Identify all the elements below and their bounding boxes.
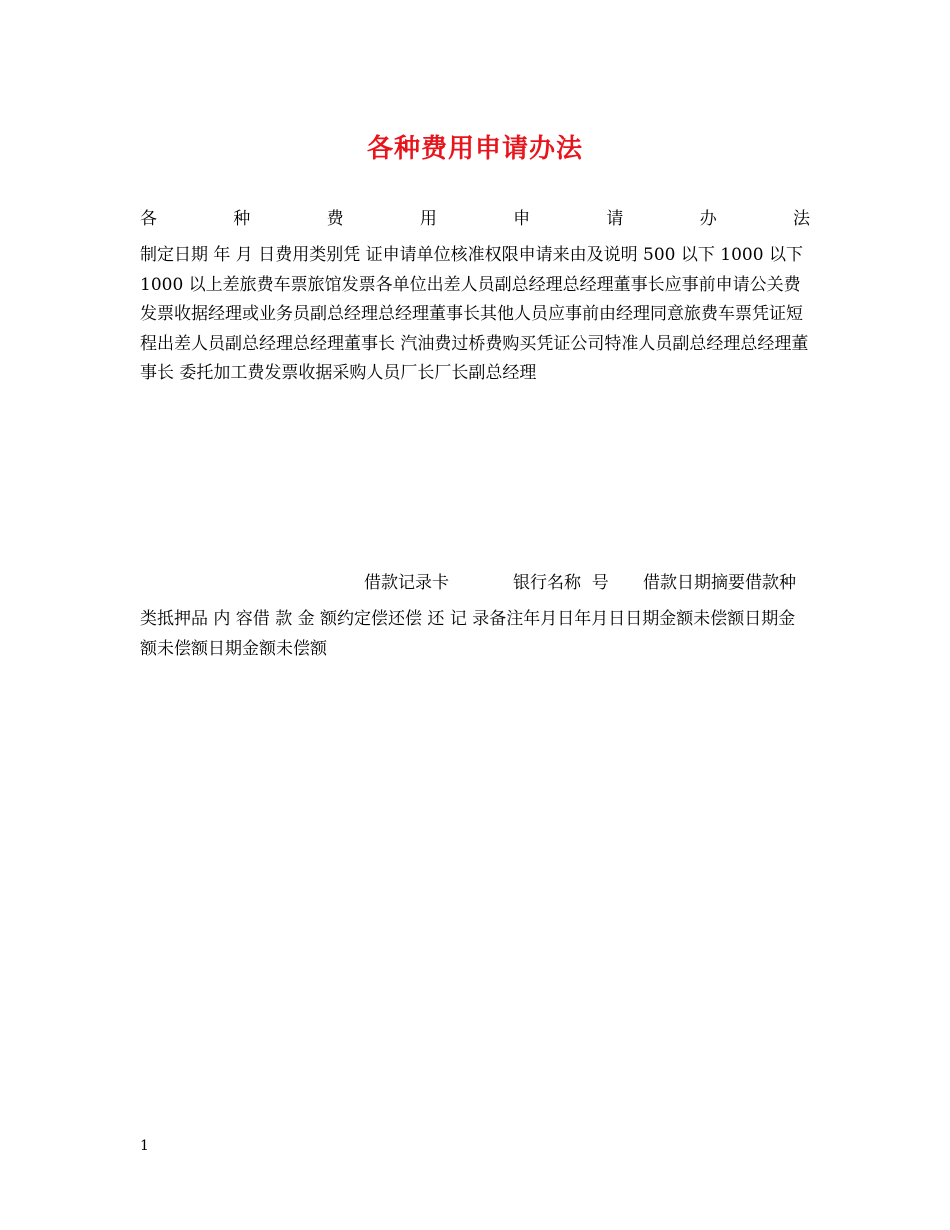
heading-char: 费	[326, 209, 344, 229]
bank-name-label: 银行名称 号	[513, 573, 609, 593]
heading-char: 用	[419, 209, 437, 229]
spaced-heading	[140, 205, 810, 234]
heading-char: 种	[233, 209, 251, 229]
loan-fields-paragraph: 类抵押品 内 容借 款 金 额约定偿还偿 还 记 录备注年月日年月日日期金额未偿额日期金额未偿额日期金额未偿额	[140, 609, 796, 659]
heading-char: 办	[699, 209, 717, 229]
heading-char: 各	[140, 209, 157, 229]
page-title: 各种费用申请办法	[366, 134, 583, 164]
heading-char: 法	[792, 209, 810, 229]
loan-card-title: 借款记录卡	[364, 573, 449, 593]
heading-char: 申	[513, 209, 531, 229]
loan-fields-start: 借款日期摘要借款种	[643, 573, 796, 593]
expense-rules-paragraph: 制定日期 年 月 日费用类别凭 证申请单位核准权限申请来由及说明 500 以下 1000 以下 1000 以上差旅费车票旅馆发票各单位出差人员副总经理总经理董事长应事前申请公关费发票收据经理或业务员副总经理总经理董事长其他人员应事前由经理同意旅费车票凭证短程出差人员副总经理总经理董事长 汽油费过桥费购买凭证公司特准人员副总经理总经理董事长 委托加工费发票收据采购人员厂长厂长副总经理	[140, 245, 809, 384]
page-number: 1	[140, 1138, 149, 1154]
heading-char: 请	[606, 209, 624, 229]
